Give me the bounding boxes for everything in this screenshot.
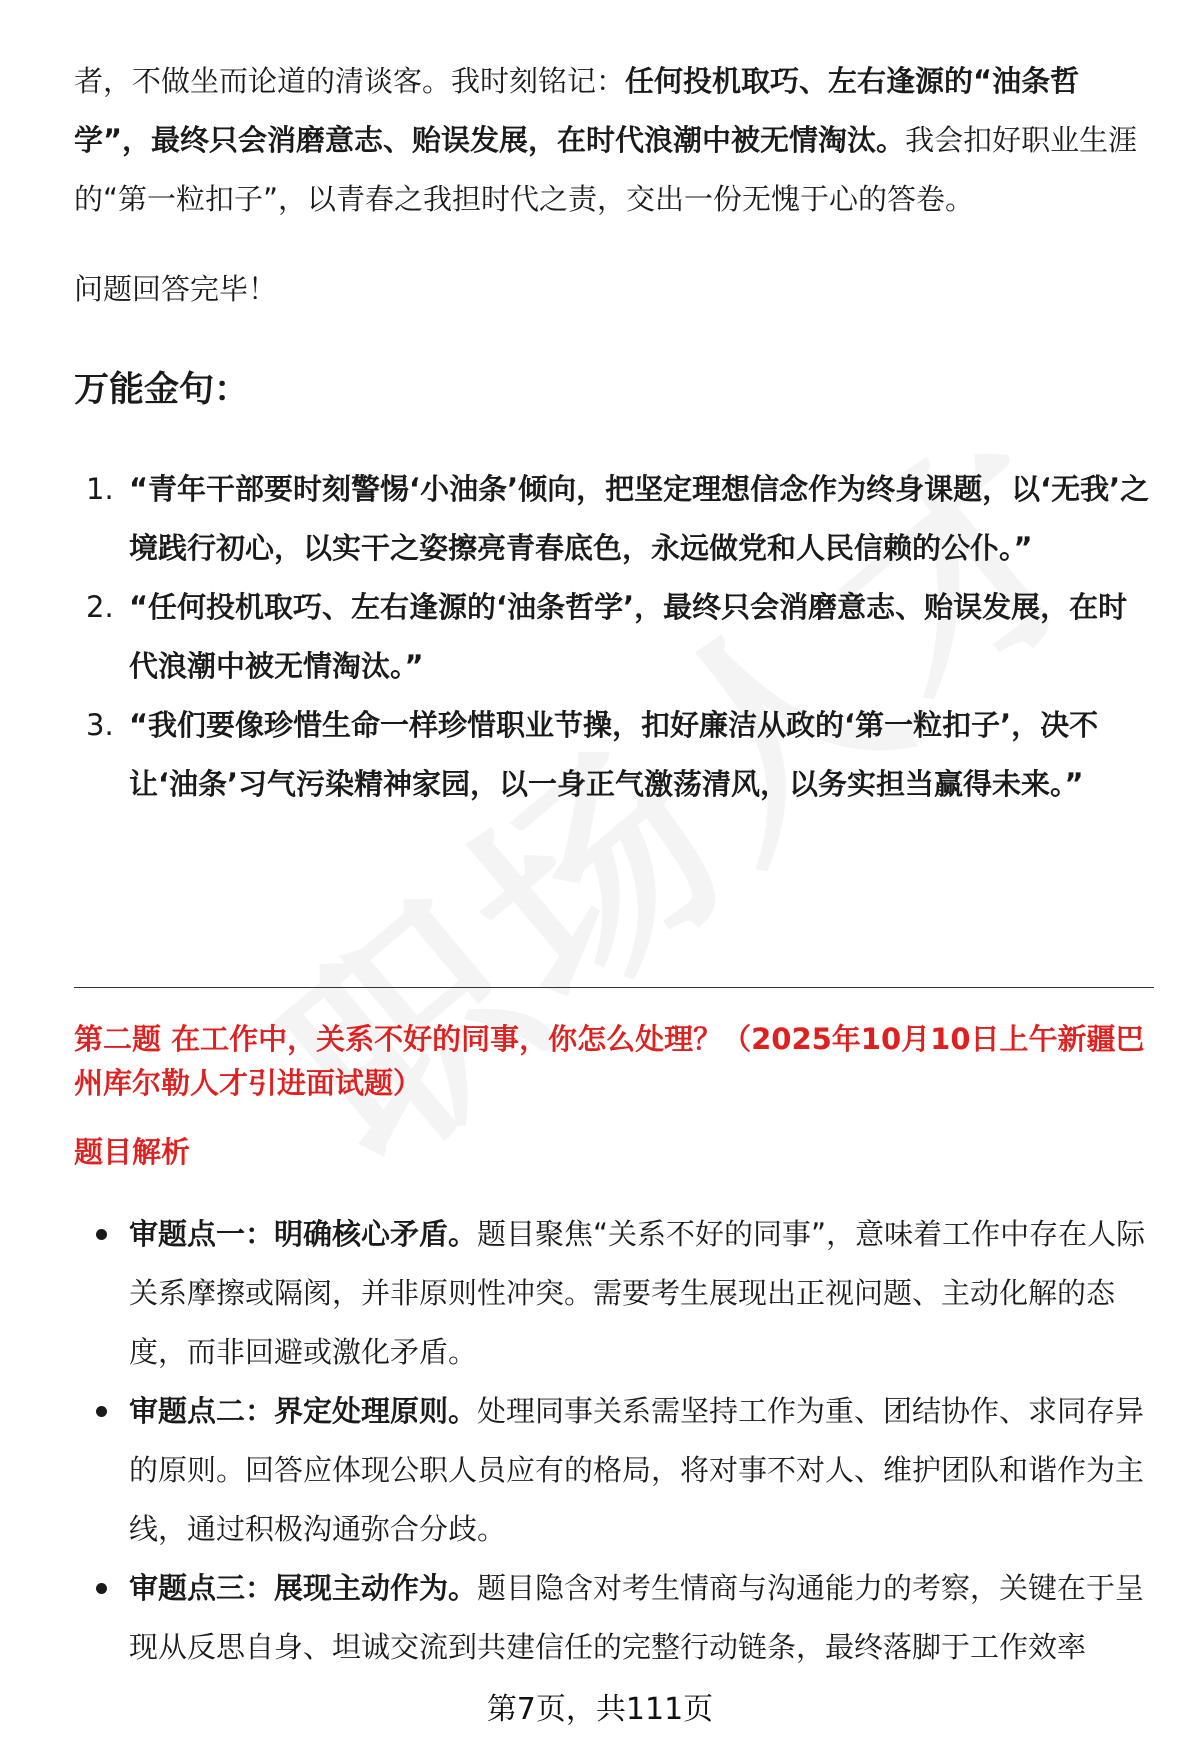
list-item xyxy=(74,1205,1154,1382)
point-label: 审题点三：展现主动作为。 xyxy=(129,1571,478,1605)
bullet-icon xyxy=(96,1229,107,1240)
intro-bold-text: 任何投机取巧、左右逢源的“油条哲学”，最终只会消磨意志、贻误发展，在时代浪潮中被无情淘汰。 xyxy=(74,64,1080,157)
intro-text-1: 者，不做坐而论道的清谈客。我时刻铭记： xyxy=(74,64,626,98)
point-text: 题目隐含对考生情商与沟通能力的考察，关键在于呈现从反思自身、坦诚交流到共建信任的完整行动链条，最终落脚于工作效率 xyxy=(129,1571,1145,1664)
intro-text-2: 我会扣好职业生涯的“第一粒扣子”，以青春之我担时代之责，交出一份无愧于心的答卷。 xyxy=(74,123,1138,216)
list-item xyxy=(74,1382,1154,1559)
list-number: 3. xyxy=(86,708,114,742)
page-number-footer: 第7页，共111页 xyxy=(486,1692,714,1727)
bullet-icon xyxy=(96,1583,107,1594)
point-label: 审题点二：界定处理原则。 xyxy=(129,1394,478,1428)
quote-text: “任何投机取巧、左右逢源的‘油条哲学’，最终只会消磨意志、贻误发展，在时代浪潮中被无情淘汰。” xyxy=(129,590,1128,683)
list-item xyxy=(74,578,1154,696)
list-number: 1. xyxy=(86,472,114,506)
analysis-points-list xyxy=(74,1205,1154,1677)
list-item xyxy=(74,1559,1154,1677)
answer-complete-text: 问题回答完毕！ xyxy=(74,272,278,306)
section-divider xyxy=(74,987,1154,988)
quote-text: “我们要像珍惜生命一样珍惜职业节操，扣好廉洁从政的‘第一粒扣子’，决不让‘油条’习气污染精神家园，以一身正气激荡清风，以务实担当赢得未来。” xyxy=(129,708,1099,801)
golden-quotes-list xyxy=(74,460,1154,814)
intro-paragraph xyxy=(74,52,1154,229)
quote-text: “青年干部要时刻警惕‘小油条’倾向，把坚定理想信念作为终身课题，以‘无我’之境践行初心，以实干之姿擦亮青春底色，永远做党和人民信赖的公仆。” xyxy=(129,472,1150,565)
list-item xyxy=(74,460,1154,578)
point-text: 题目聚焦“关系不好的同事”，意味着工作中存在人际关系摩擦或隔阂，并非原则性冲突。需要考生展现出正视问题、主动化解的态度，而非回避或激化矛盾。 xyxy=(129,1217,1146,1369)
analysis-heading: 题目解析 xyxy=(74,1135,191,1169)
list-number: 2. xyxy=(86,590,114,624)
list-item xyxy=(74,696,1154,814)
golden-quotes-heading: 万能金句： xyxy=(74,370,250,410)
point-text: 处理同事关系需坚持工作为重、团结协作、求同存异的原则。回答应体现公职人员应有的格局，将对事不对人、维护团队和谐作为主线，通过积极沟通弥合分歧。 xyxy=(129,1394,1145,1546)
question-2-title: 第二题 在工作中，关系不好的同事，你怎么处理？（2025年10月10日上午新疆巴州库尔勒人才引进面试题） xyxy=(74,1022,1145,1100)
point-label: 审题点一：明确核心矛盾。 xyxy=(129,1217,478,1251)
bullet-icon xyxy=(96,1406,107,1417)
